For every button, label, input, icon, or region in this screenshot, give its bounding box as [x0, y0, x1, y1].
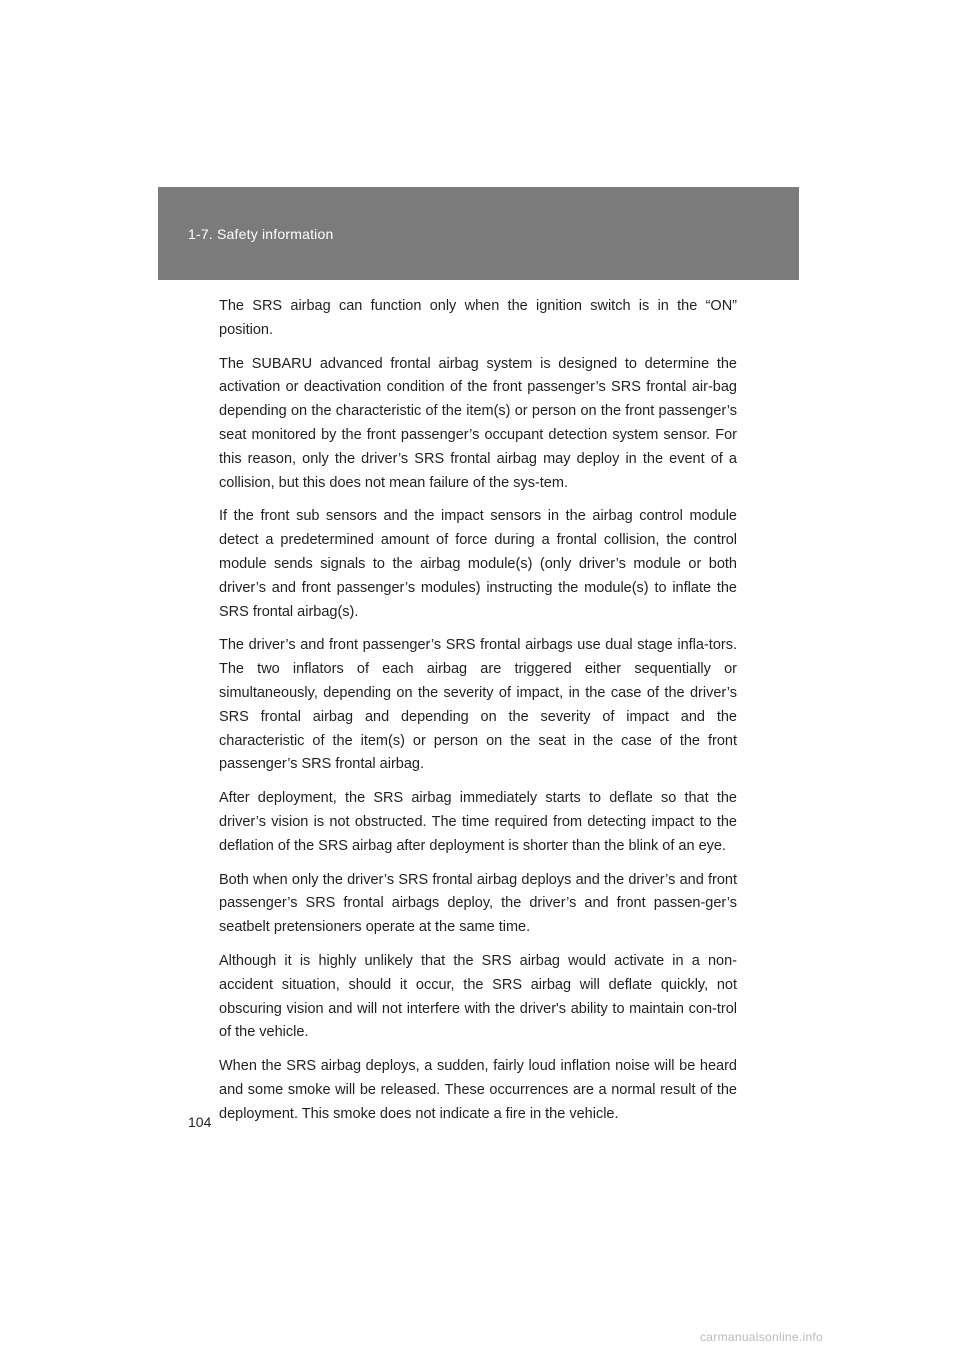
watermark: carmanualsonline.info	[700, 1330, 824, 1344]
paragraph: Both when only the driver’s SRS frontal airbag deploys and the driver’s and front passenger’s SRS frontal airbags deploy, the driver’s and front passen-ger’s seatbelt pretensioners operate at the same time.	[219, 871, 737, 936]
section-title: 1-7. Safety information	[188, 226, 334, 242]
paragraph: The SRS airbag can function only when the ignition switch is in the “ON” position.	[219, 298, 737, 338]
page-number: 104	[188, 1114, 212, 1130]
paragraph: After deployment, the SRS airbag immediately starts to deflate so that the driver’s vision is not obstructed. The time required from detecting impact to the deflation of the SRS airbag after deployment is shorter than the blink of an eye.	[219, 790, 737, 854]
paragraph: If the front sub sensors and the impact sensors in the airbag control module detect a predetermined amount of force during a frontal collision, the control module sends signals to the airbag module(s) (only driver’s module or both driver’s and front passenger’s modules) instructing the module(s) to inflate the SRS frontal airbag(s).	[219, 508, 737, 620]
paragraph: The driver’s and front passenger’s SRS frontal airbags use dual stage infla-tors. The two inflators of each airbag are triggered either sequentially or simultaneously, depending on the severity of impact, in the case of the driver’s SRS frontal airbag and depending on the severity of impact and the characteristic of the item(s) or person on the seat in the case of the front passenger’s SRS frontal airbag.	[219, 637, 737, 773]
paragraph: When the SRS airbag deploys, a sudden, fairly loud inflation noise will be heard and some smoke will be released. These occurrences are a normal result of the deployment. This smoke does not indicate a fire in the vehicle.	[219, 1058, 737, 1122]
paragraph: The SUBARU advanced frontal airbag system is designed to determine the activation or deactivation condition of the front passenger’s SRS frontal air-bag depending on the characteristic of the item(s) or person on the front passenger’s seat monitored by the front passenger’s occupant detection system sensor. For this reason, only the driver’s SRS frontal airbag may deploy in the event of a collision, but this does not mean failure of the sys-tem.	[219, 355, 737, 491]
body-text	[219, 295, 737, 1137]
paragraph: Although it is highly unlikely that the SRS airbag would activate in a non-accident situation, should it occur, the SRS airbag will deflate quickly, not obscuring vision and will not interfere with the driver's ability to maintain con-trol of the vehicle.	[219, 952, 737, 1041]
